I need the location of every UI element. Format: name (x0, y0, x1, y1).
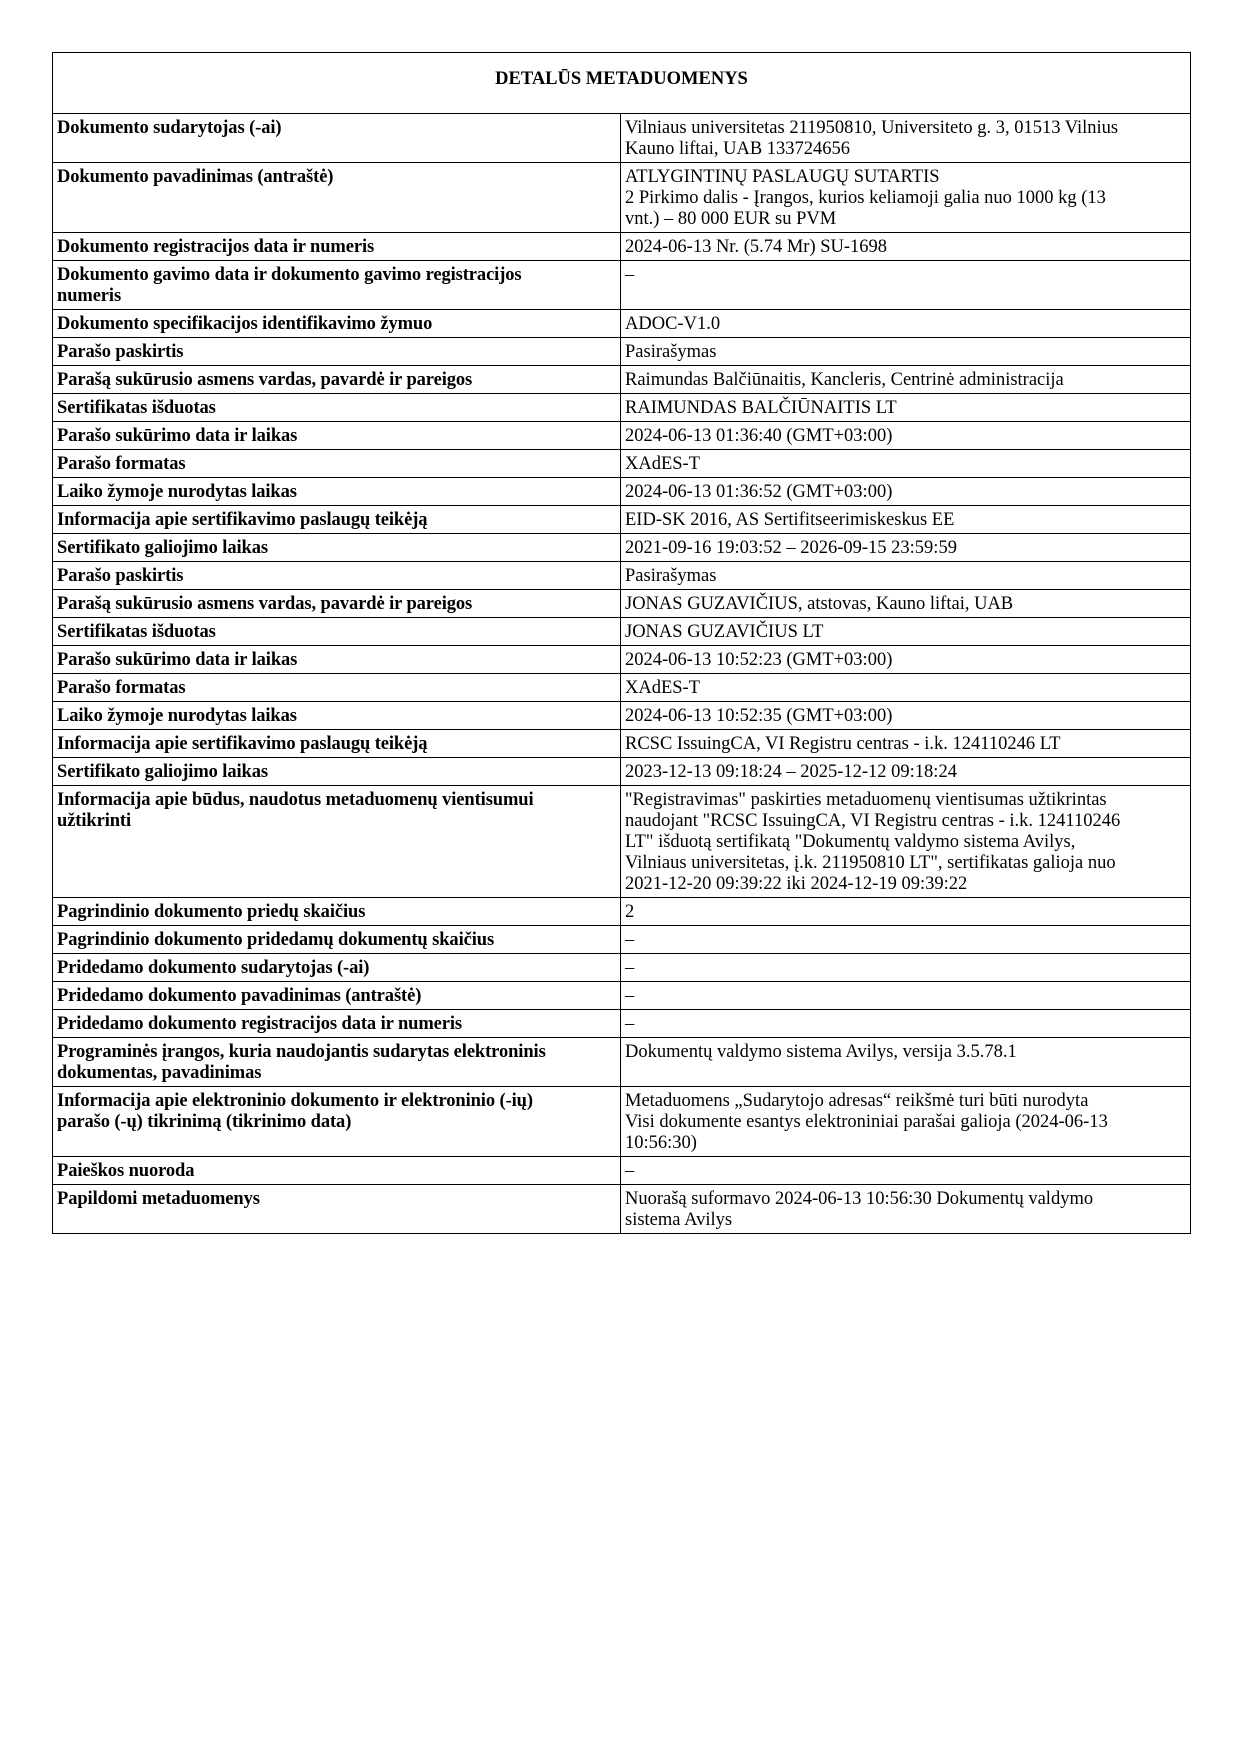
row-label (53, 618, 621, 646)
row-value (621, 758, 1191, 786)
row-value-line: 2024-06-13 01:36:52 (GMT+03:00) (625, 482, 893, 502)
row-value (621, 702, 1191, 730)
row-label (53, 261, 621, 310)
row-value (621, 534, 1191, 562)
row-label-line: Sertifikatas išduotas (57, 398, 216, 418)
table-row (53, 506, 1191, 534)
row-value-line: – (625, 265, 635, 285)
row-value (621, 786, 1191, 898)
row-label (53, 163, 621, 233)
row-value-line: vnt.) – 80 000 EUR su PVM (625, 209, 837, 229)
row-label (53, 730, 621, 758)
row-label (53, 702, 621, 730)
table-row (53, 114, 1191, 163)
table-row (53, 394, 1191, 422)
row-label (53, 338, 621, 366)
row-value (621, 338, 1191, 366)
row-label-line: Informacija apie elektroninio dokumento ir elektroninio (-ių) (57, 1091, 533, 1111)
row-label (53, 534, 621, 562)
row-label (53, 1087, 621, 1157)
row-value-line: – (625, 930, 635, 950)
row-label-line: Pagrindinio dokumento pridedamų dokumentų skaičius (57, 930, 495, 950)
row-label-line: Programinės įrangos, kuria naudojantis sudarytas elektroninis (57, 1042, 546, 1062)
table-row (53, 261, 1191, 310)
row-label-line: Pridedamo dokumento pavadinimas (antraštė) (57, 986, 422, 1006)
table-row (53, 163, 1191, 233)
row-label (53, 366, 621, 394)
row-value-line: RAIMUNDAS BALČIŪNAITIS LT (625, 398, 897, 418)
row-value-line: Kauno liftai, UAB 133724656 (625, 139, 851, 159)
row-label-line: Dokumento gavimo data ir dokumento gavimo registracijos (57, 265, 522, 285)
row-value-line: 2021-09-16 19:03:52 – 2026-09-15 23:59:59 (625, 538, 957, 558)
row-label-line: Parašo formatas (57, 678, 186, 698)
row-label-line: Paieškos nuoroda (57, 1161, 195, 1181)
row-value-line: ADOC-V1.0 (625, 314, 721, 334)
row-value (621, 898, 1191, 926)
row-label-line: Dokumento registracijos data ir numeris (57, 237, 375, 257)
row-value-line: EID-SK 2016, AS Sertifitseerimiskeskus EE (625, 510, 955, 530)
table-row (53, 562, 1191, 590)
row-label-line: Laiko žymoje nurodytas laikas (57, 706, 297, 726)
table-row (53, 366, 1191, 394)
row-value-line: Visi dokumente esantys elektroniniai parašai galioja (2024-06-13 (625, 1112, 1108, 1132)
row-label (53, 562, 621, 590)
row-label (53, 898, 621, 926)
row-label-line: Parašą sukūrusio asmens vardas, pavardė ir pareigos (57, 370, 473, 390)
row-label-line: Laiko žymoje nurodytas laikas (57, 482, 297, 502)
row-value-line: – (625, 1161, 635, 1181)
row-value-line: XAdES-T (625, 454, 701, 474)
row-label-line: Dokumento sudarytojas (-ai) (57, 118, 282, 138)
row-value-line: 2 (625, 902, 635, 922)
row-value (621, 506, 1191, 534)
row-value-line: 2024-06-13 10:52:35 (GMT+03:00) (625, 706, 893, 726)
row-value (621, 310, 1191, 338)
row-value (621, 233, 1191, 261)
row-label-line: Informacija apie sertifikavimo paslaugų teikėją (57, 734, 428, 754)
row-value-line: Raimundas Balčiūnaitis, Kancleris, Centrinė administracija (625, 370, 1064, 390)
table-row (53, 982, 1191, 1010)
row-value-line: Vilniaus universitetas 211950810, Universiteto g. 3, 01513 Vilnius (625, 118, 1119, 138)
row-value-line: JONAS GUZAVIČIUS, atstovas, Kauno liftai, UAB (625, 594, 1014, 614)
row-label-line: Papildomi metaduomenys (57, 1189, 260, 1209)
row-value-line: "Registravimas" paskirties metaduomenų vientisumas užtikrintas (625, 790, 1107, 810)
table-row (53, 1010, 1191, 1038)
row-label-line: Parašą sukūrusio asmens vardas, pavardė ir pareigos (57, 594, 473, 614)
row-value-line: 2023-12-13 09:18:24 – 2025-12-12 09:18:24 (625, 762, 957, 782)
table-title: DETALŪS METADUOMENYS (53, 53, 1191, 114)
row-value (621, 163, 1191, 233)
row-value-line: Nuorašą suformavo 2024-06-13 10:56:30 Dokumentų valdymo (625, 1189, 1094, 1209)
row-value (621, 1038, 1191, 1087)
row-value-line: Pasirašymas (625, 342, 717, 362)
row-value (621, 646, 1191, 674)
row-value (621, 954, 1191, 982)
table-row (53, 898, 1191, 926)
row-value-line: RCSC IssuingCA, VI Registru centras - i.k. 124110246 LT (625, 734, 1061, 754)
row-value-line: 2024-06-13 Nr. (5.74 Mr) SU-1698 (625, 237, 888, 257)
row-label-line: Dokumento specifikacijos identifikavimo žymuo (57, 314, 433, 334)
table-row (53, 954, 1191, 982)
row-value (621, 730, 1191, 758)
row-value-line: 2021-12-20 09:39:22 iki 2024-12-19 09:39:22 (625, 874, 968, 894)
table-row (53, 534, 1191, 562)
row-label-line: Sertifikato galiojimo laikas (57, 538, 268, 558)
row-value (621, 114, 1191, 163)
row-label-line: Parašo paskirtis (57, 342, 184, 362)
row-label (53, 926, 621, 954)
row-value (621, 450, 1191, 478)
table-header-row (53, 53, 1191, 114)
row-label (53, 1157, 621, 1185)
row-label-line: Sertifikatas išduotas (57, 622, 216, 642)
row-value-line: JONAS GUZAVIČIUS LT (625, 622, 824, 642)
row-value (621, 1157, 1191, 1185)
row-label-line: Sertifikato galiojimo laikas (57, 762, 268, 782)
row-label-line: dokumentas, pavadinimas (57, 1063, 262, 1083)
row-value-line: Pasirašymas (625, 566, 717, 586)
row-label (53, 786, 621, 898)
row-label (53, 478, 621, 506)
row-value (621, 618, 1191, 646)
row-value-line: LT" išduotą sertifikatą "Dokumentų valdymo sistema Avilys, (625, 832, 1076, 852)
row-value-line: 2024-06-13 10:52:23 (GMT+03:00) (625, 650, 893, 670)
metadata-table (52, 52, 1191, 1234)
row-label-line: Parašo paskirtis (57, 566, 184, 586)
table-row (53, 1157, 1191, 1185)
row-value (621, 1087, 1191, 1157)
table-row (53, 310, 1191, 338)
row-label-line: Dokumento pavadinimas (antraštė) (57, 167, 334, 187)
metadata-rows (53, 114, 1191, 1234)
row-label (53, 394, 621, 422)
table-row (53, 730, 1191, 758)
row-value (621, 422, 1191, 450)
row-label-line: užtikrinti (57, 811, 132, 831)
row-value-line: Vilniaus universitetas, į.k. 211950810 LT", sertifikatas galioja nuo (625, 853, 1116, 873)
row-label (53, 310, 621, 338)
table-row (53, 478, 1191, 506)
row-label (53, 758, 621, 786)
row-value-line: – (625, 958, 635, 978)
row-label-line: Pagrindinio dokumento priedų skaičius (57, 902, 366, 922)
table-row (53, 422, 1191, 450)
row-value-line: – (625, 1014, 635, 1034)
table-row (53, 1038, 1191, 1087)
row-label-line: Parašo sukūrimo data ir laikas (57, 426, 298, 446)
row-label-line: parašo (-ų) tikrinimą (tikrinimo data) (57, 1112, 352, 1132)
row-label-line: Parašo sukūrimo data ir laikas (57, 650, 298, 670)
row-label (53, 590, 621, 618)
row-label (53, 1185, 621, 1234)
table-row (53, 646, 1191, 674)
table-row (53, 450, 1191, 478)
row-value (621, 478, 1191, 506)
row-label (53, 1010, 621, 1038)
row-value (621, 261, 1191, 310)
row-value (621, 926, 1191, 954)
table-row (53, 338, 1191, 366)
row-label (53, 646, 621, 674)
row-value (621, 1185, 1191, 1234)
table-row (53, 233, 1191, 261)
table-row (53, 926, 1191, 954)
table-row (53, 702, 1191, 730)
row-label (53, 450, 621, 478)
row-label (53, 674, 621, 702)
row-value (621, 982, 1191, 1010)
row-value (621, 366, 1191, 394)
row-value (621, 562, 1191, 590)
table-row (53, 758, 1191, 786)
row-value-line: 10:56:30) (625, 1133, 697, 1153)
table-row (53, 786, 1191, 898)
row-value-line: Metaduomens „Sudarytojo adresas“ reikšmė turi būti nurodyta (625, 1091, 1089, 1111)
row-label-line: numeris (57, 286, 122, 306)
row-value (621, 590, 1191, 618)
row-value-line: sistema Avilys (625, 1210, 733, 1230)
row-label (53, 982, 621, 1010)
row-value (621, 394, 1191, 422)
table-row (53, 1185, 1191, 1234)
row-value-line: ATLYGINTINŲ PASLAUGŲ SUTARTIS (625, 167, 940, 187)
row-label (53, 506, 621, 534)
row-value (621, 1010, 1191, 1038)
table-row (53, 590, 1191, 618)
row-value-line: naudojant "RCSC IssuingCA, VI Registru centras - i.k. 124110246 (625, 811, 1121, 831)
row-value-line: Dokumentų valdymo sistema Avilys, versija 3.5.78.1 (625, 1042, 1017, 1062)
table-row (53, 618, 1191, 646)
row-value-line: XAdES-T (625, 678, 701, 698)
row-label (53, 233, 621, 261)
row-label (53, 114, 621, 163)
row-label-line: Informacija apie sertifikavimo paslaugų teikėją (57, 510, 428, 530)
row-label-line: Pridedamo dokumento sudarytojas (-ai) (57, 958, 370, 978)
row-label (53, 954, 621, 982)
row-label-line: Pridedamo dokumento registracijos data ir numeris (57, 1014, 462, 1034)
row-value-line: – (625, 986, 635, 1006)
row-label (53, 1038, 621, 1087)
metadata-page (52, 52, 1190, 1234)
row-value-line: 2024-06-13 01:36:40 (GMT+03:00) (625, 426, 893, 446)
table-row (53, 674, 1191, 702)
row-value (621, 674, 1191, 702)
table-row (53, 1087, 1191, 1157)
row-label (53, 422, 621, 450)
row-value-line: 2 Pirkimo dalis - Įrangos, kurios keliamoji galia nuo 1000 kg (13 (625, 188, 1106, 208)
row-label-line: Informacija apie būdus, naudotus metaduomenų vientisumui (57, 790, 534, 810)
row-label-line: Parašo formatas (57, 454, 186, 474)
